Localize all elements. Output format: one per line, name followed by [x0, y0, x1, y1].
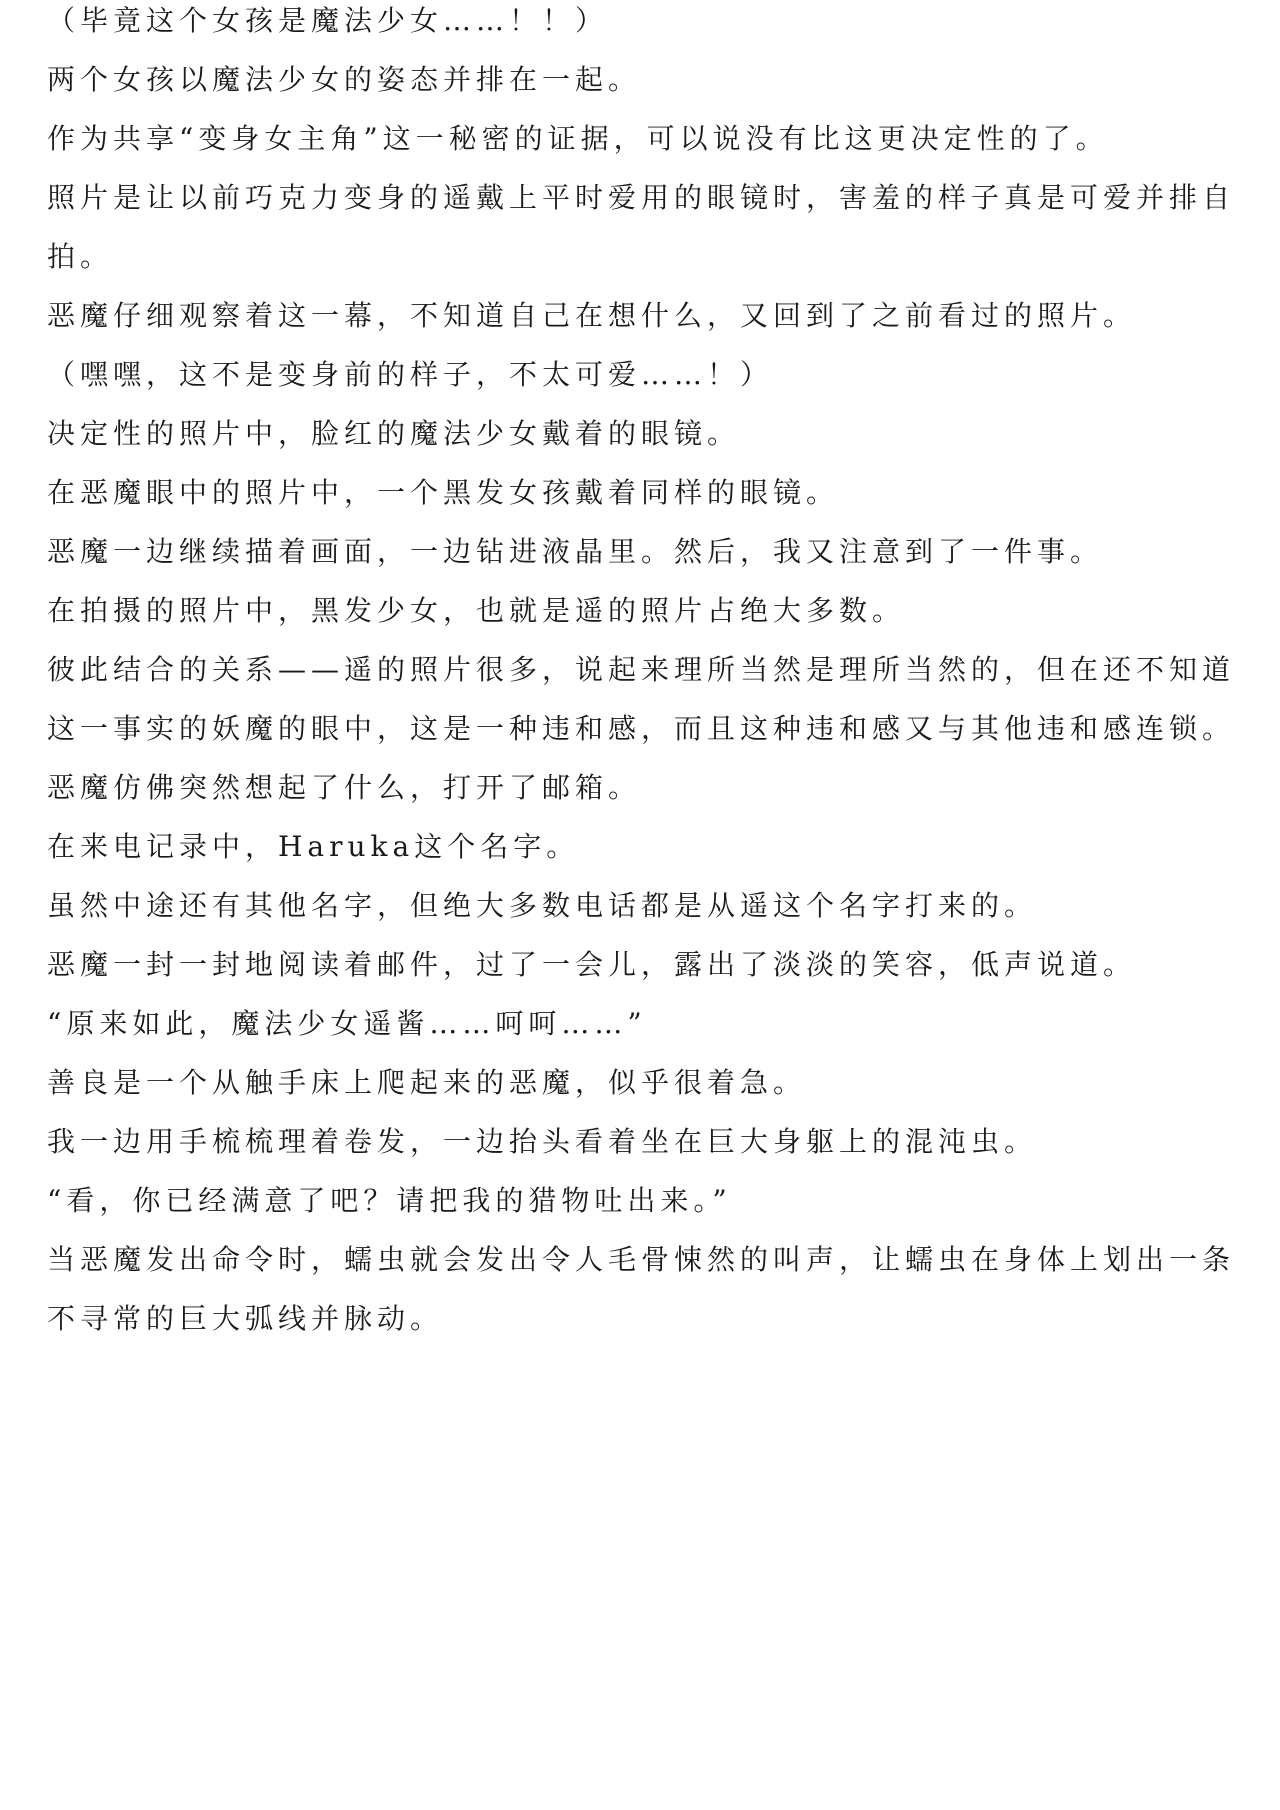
text-line: 恶魔仿佛突然想起了什么，打开了邮箱。: [47, 771, 642, 804]
text-line: 在恶魔眼中的照片中，一个黑发女孩戴着同样的眼镜。: [47, 476, 840, 509]
text-line: “看，你已经满意了吧？请把我的猎物吐出来。”: [47, 1184, 732, 1217]
text-column: [47, 0, 1242, 1348]
text-line: 在拍摄的照片中，黑发少女，也就是遥的照片占绝大多数。: [47, 594, 906, 627]
text-line: “原来如此，魔法少女遥酱……呵呵……”: [47, 1007, 647, 1040]
text-line: 两个女孩以魔法少女的姿态并排在一起。: [47, 63, 642, 96]
text-line: 善良是一个从触手床上爬起来的恶魔，似乎很着急。: [47, 1066, 807, 1099]
text-line: 在来电记录中，Haruka这个名字。: [47, 830, 580, 863]
text-line: 决定性的照片中，脸红的魔法少女戴着的眼镜。: [47, 417, 741, 450]
text-line: 当恶魔发出命令时，蠕虫就会发出令人毛骨悚然的叫声，让蠕虫在身体上划出一条: [47, 1243, 1236, 1276]
text-line: （毕竟这个女孩是魔法少女……！！）: [47, 4, 609, 37]
text-line: 不寻常的巨大弧线并脉动。: [47, 1302, 444, 1335]
text-line: 恶魔仔细观察着这一幕，不知道自己在想什么，又回到了之前看过的照片。: [47, 299, 1137, 332]
text-line: 拍。: [47, 240, 114, 273]
text-line: 照片是让以前巧克力变身的遥戴上平时爱用的眼镜时，害羞的样子真是可爱并排自: [47, 181, 1236, 214]
text-line: 彼此结合的关系——遥的照片很多，说起来理所当然是理所当然的，但在还不知道: [47, 653, 1236, 686]
text-line: 作为共享“变身女主角”这一秘密的证据，可以说没有比这更决定性的了。: [47, 122, 1109, 155]
text-line: 恶魔一封一封地阅读着邮件，过了一会儿，露出了淡淡的笑容，低声说道。: [47, 948, 1137, 981]
text-line: （嘿嘿，这不是变身前的样子，不太可爱……！）: [47, 358, 774, 391]
text-line: 虽然中途还有其他名字，但绝大多数电话都是从遥这个名字打来的。: [47, 889, 1038, 922]
text-line: 我一边用手梳梳理着卷发，一边抬头看着坐在巨大身躯上的混沌虫。: [47, 1125, 1038, 1158]
text-line: 这一事实的妖魔的眼中，这是一种违和感，而且这种违和感又与其他违和感连锁。: [47, 712, 1236, 745]
text-line: 恶魔一边继续描着画面，一边钻进液晶里。然后，我又注意到了一件事。: [47, 535, 1104, 568]
